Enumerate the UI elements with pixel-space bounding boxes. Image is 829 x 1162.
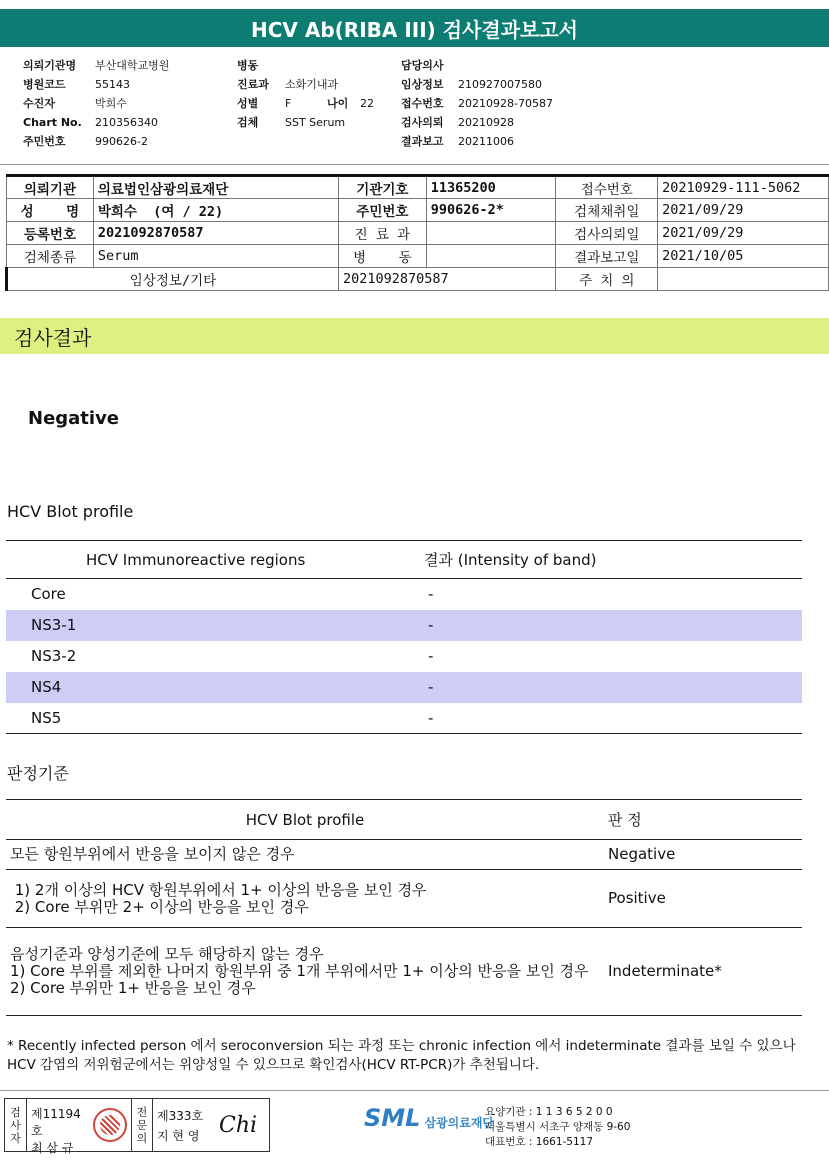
patient-value: 박희수: [95, 96, 127, 110]
info-label: 성 명: [7, 199, 94, 222]
ssn-label: 주민번호: [23, 134, 66, 148]
blot-region: NS5: [6, 703, 424, 734]
blot-result: -: [424, 703, 802, 734]
info-value: 의료법인삼광의료재단: [93, 176, 338, 199]
criteria-desc: [6, 928, 604, 1016]
report-date-label: 결과보고: [401, 134, 444, 148]
table-row: [6, 610, 802, 641]
info-value: 2021/10/05: [658, 245, 829, 268]
table-row: [6, 928, 802, 1016]
blot-result: -: [428, 647, 434, 665]
doctor-label: 담당의사: [401, 58, 444, 72]
info-label: 검체종류: [7, 245, 94, 268]
patient-info-table: [5, 174, 829, 291]
specimen-label: 검체: [237, 115, 259, 129]
blot-profile-table: [6, 540, 802, 734]
info-value: Serum: [93, 245, 338, 268]
clinical-info-label: 임상정보: [401, 77, 444, 91]
info-label: 의뢰기관: [7, 176, 94, 199]
info-value: 2021/09/29: [658, 222, 829, 245]
request-date-label: 검사의뢰: [401, 115, 444, 129]
info-row: [7, 245, 829, 268]
section-title: 검사결과: [0, 318, 829, 354]
hospital-code-label: 병원코드: [23, 77, 66, 91]
criteria-title: 판정기준: [7, 764, 69, 783]
signature-box: [4, 1098, 270, 1155]
hospital-value: 부산대학교병원: [95, 58, 170, 72]
hospital-code-value: 55143: [95, 77, 130, 91]
info-value: 2021092870587: [338, 268, 555, 291]
criteria-desc: [6, 870, 604, 928]
info-value: 11365200: [426, 176, 556, 199]
header-col-1: [23, 56, 169, 151]
info-label: 주 치 의: [556, 268, 658, 291]
info-label: 주민번호: [338, 199, 426, 222]
blot-header-result: 결과 (Intensity of band): [424, 541, 802, 579]
signature-icon: Chi: [219, 1112, 258, 1138]
table-row: [6, 703, 802, 734]
confirmer-label-char: 전: [136, 1105, 148, 1119]
specimen-value: SST Serum: [285, 115, 346, 129]
info-value: 2021/09/29: [658, 199, 829, 222]
blot-header-row: [6, 541, 802, 579]
chart-no-label: Chart No.: [23, 115, 82, 129]
criteria-line: 음성기준과 양성기준에 모두 해당하지 않는 경우: [10, 945, 324, 963]
blot-result: -: [428, 585, 434, 604]
hospital-label: 의뢰기관명: [23, 58, 77, 72]
info-label: 진 료 과: [338, 222, 426, 245]
tester-info: [27, 1099, 89, 1155]
tester-label-char: 자: [10, 1131, 21, 1145]
sex-label: 성별: [237, 96, 259, 110]
org-info: [485, 1105, 630, 1150]
criteria-table: [6, 799, 802, 1016]
report-title: HCV Ab(RIBA III) 검사결과보고서: [0, 9, 829, 47]
blot-header-region: HCV Immunoreactive regions: [6, 541, 424, 579]
age-value: 22: [360, 96, 374, 110]
tester-no: 제11194호: [31, 1107, 81, 1138]
confirmer-label-char: 의: [136, 1131, 148, 1145]
info-value: 990626-2*: [426, 199, 556, 222]
clinical-info-value: 210927007580: [458, 77, 542, 91]
info-label: 병 동: [338, 245, 426, 268]
info-value: 박희수 (여 / 22): [93, 199, 338, 222]
table-row: [6, 579, 802, 610]
criteria-header-judgement: 판 정: [604, 800, 802, 840]
table-row: [6, 870, 802, 928]
header-divider: [0, 164, 829, 165]
blot-result: -: [424, 610, 802, 641]
confirmer-info: [153, 1099, 217, 1151]
footer-divider: [0, 1090, 829, 1091]
criteria-header-row: [6, 800, 802, 840]
info-row: [7, 222, 829, 245]
blot-result: -: [424, 672, 802, 703]
sml-logo: [364, 1104, 494, 1132]
dept-value: 소화기내과: [285, 77, 339, 91]
sml-logo-icon: SML: [364, 1104, 421, 1132]
info-label: 결과보고일: [556, 245, 658, 268]
criteria-header-profile: HCV Blot profile: [6, 800, 604, 840]
info-label: 등록번호: [7, 222, 94, 245]
receipt-no-label: 접수번호: [401, 96, 444, 110]
criteria-judgement: Positive: [604, 870, 802, 928]
tester-label-char: 검: [10, 1105, 21, 1119]
criteria-judgement: Indeterminate*: [604, 928, 802, 1016]
sml-org-name: 삼광의료재단: [424, 1115, 495, 1130]
info-value: [426, 245, 556, 268]
criteria-line: 2) Core 부위만 1+ 반응을 보인 경우: [10, 979, 256, 997]
table-row: [6, 840, 802, 870]
info-label: 접수번호: [556, 176, 658, 199]
blot-region: NS3-1: [6, 610, 424, 641]
criteria-judgement: Negative: [604, 840, 802, 870]
seal-icon: [93, 1108, 127, 1142]
criteria-line: 모든 항원부위에서 반응을 보이지 않은 경우: [10, 845, 295, 863]
report-date-value: 20211006: [458, 134, 514, 148]
criteria-desc: [6, 840, 604, 870]
criteria-line: 1) 2개 이상의 HCV 항원부위에서 1+ 이상의 반응을 보인 경우: [10, 880, 427, 899]
dept-label: 진료과: [237, 77, 269, 91]
info-label: 검체채취일: [556, 199, 658, 222]
header-col-3: [401, 56, 553, 151]
confirmer-label-char: 문: [136, 1118, 148, 1132]
blot-region: NS4: [6, 672, 424, 703]
overall-result: Negative: [28, 408, 120, 429]
org-code: 요양기관 : 1 1 3 6 5 2 0 0: [485, 1106, 613, 1118]
info-label: 기관기호: [338, 176, 426, 199]
header-col-2: [237, 56, 374, 132]
receipt-no-value: 20210928-70587: [458, 96, 553, 110]
blot-region: Core: [31, 585, 66, 604]
info-value: [658, 268, 829, 291]
request-date-value: 20210928: [458, 115, 514, 129]
patient-label: 수진자: [23, 96, 55, 110]
criteria-line: 1) Core 부위를 제외한 나머지 항원부위 중 1개 부위에서만 1+ 이상의 반응을 보인 경우: [10, 962, 589, 980]
blot-region: NS3-2: [31, 647, 77, 665]
info-value: 2021092870587: [93, 222, 338, 245]
confirmer-name: 지 현 영: [157, 1128, 200, 1143]
info-row: [7, 176, 829, 199]
footnote: * Recently infected person 에서 seroconversion 되는 과정 또는 chronic infection 에서 indeterminate 결과를 보일 수 있으나 HCV 감염의 저위험군에서는 위양성일 수 있으므로 확인검사(HCV RT-PCR)가 추천됩니다.: [7, 1038, 796, 1073]
tester-name: 최 삼 규: [31, 1141, 74, 1155]
sex-value: F: [285, 96, 292, 110]
ward-label: 병동: [237, 58, 259, 72]
info-label: 검사의뢰일: [556, 222, 658, 245]
org-phone: 대표번호 : 1661-5117: [485, 1136, 594, 1148]
age-label: 나이: [327, 96, 349, 110]
info-row: [7, 199, 829, 222]
criteria-line: 2) Core 부위만 2+ 이상의 반응을 보인 경우: [10, 897, 309, 916]
tester-label-char: 사: [10, 1118, 21, 1132]
chart-no-value: 210356340: [95, 115, 158, 129]
ssn-value: 990626-2: [95, 134, 148, 148]
tester-label: [5, 1099, 27, 1151]
org-address: 서울특별시 서초구 양재동 9-60: [485, 1121, 631, 1133]
table-row: [6, 672, 802, 703]
confirmer-label: [131, 1099, 153, 1151]
info-value: 20210929-111-5062: [658, 176, 829, 199]
info-row: [7, 268, 829, 291]
blot-profile-title: HCV Blot profile: [7, 502, 134, 521]
info-label: 임상정보/기타: [7, 268, 339, 291]
info-value: [426, 222, 556, 245]
table-row: [6, 641, 802, 672]
confirmer-no: 제333호: [157, 1108, 204, 1123]
